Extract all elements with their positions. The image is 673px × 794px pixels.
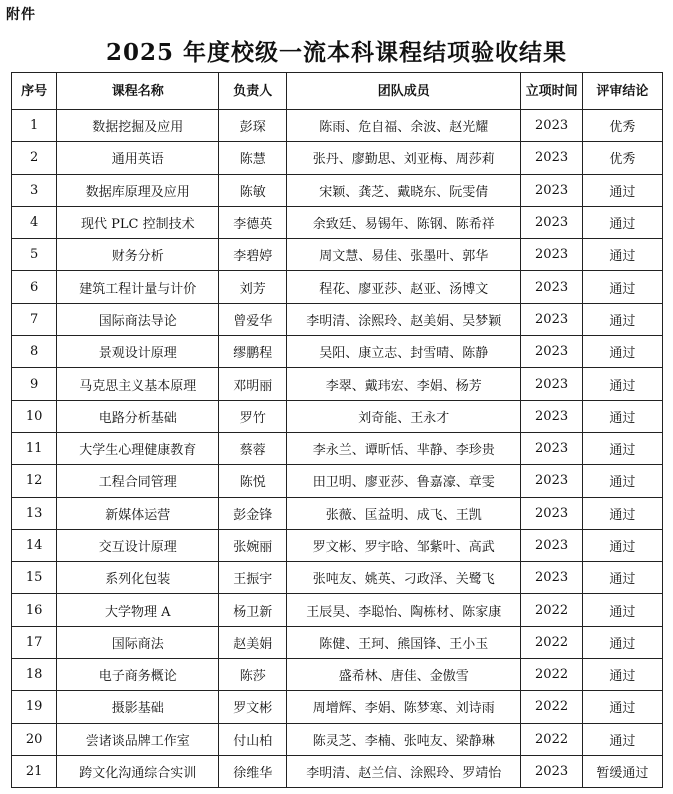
cell-year: 2023: [521, 206, 583, 238]
table-row: [12, 206, 663, 238]
cell-year: 2023: [521, 239, 583, 271]
cell-result: 优秀: [582, 110, 662, 142]
cell-year: 2023: [521, 110, 583, 142]
cell-seq: 9: [12, 368, 57, 400]
cell-course: 跨文化沟通综合实训: [57, 755, 219, 787]
cell-year: 2023: [521, 142, 583, 174]
cell-result: 通过: [582, 465, 662, 497]
cell-team: 刘奇能、王永才: [287, 400, 521, 432]
cell-course: 电子商务概论: [57, 659, 219, 691]
cell-course: 大学物理 A: [57, 594, 219, 626]
cell-result: 通过: [582, 239, 662, 271]
cell-course: 摄影基础: [57, 691, 219, 723]
header-team: 团队成员: [287, 73, 521, 110]
cell-lead: 彭金锋: [219, 497, 287, 529]
cell-lead: 缪鹏程: [219, 336, 287, 368]
cell-seq: 17: [12, 626, 57, 658]
cell-result: 通过: [582, 432, 662, 464]
cell-lead: 曾爱华: [219, 303, 287, 335]
cell-team: 程花、廖亚莎、赵亚、汤博文: [287, 271, 521, 303]
cell-team: 张薇、匡益明、成飞、王凯: [287, 497, 521, 529]
cell-seq: 3: [12, 174, 57, 206]
cell-year: 2023: [521, 755, 583, 787]
cell-team: 田卫明、廖亚莎、鲁嘉濠、章雯: [287, 465, 521, 497]
cell-lead: 蔡蓉: [219, 432, 287, 464]
cell-seq: 21: [12, 755, 57, 787]
cell-course: 现代 PLC 控制技术: [57, 206, 219, 238]
table-body: [12, 110, 663, 788]
table-row: [12, 368, 663, 400]
cell-year: 2023: [521, 465, 583, 497]
cell-course: 数据挖掘及应用: [57, 110, 219, 142]
cell-team: 陈灵芝、李楠、张吨友、梁静琳: [287, 723, 521, 755]
cell-course: 通用英语: [57, 142, 219, 174]
cell-lead: 杨卫新: [219, 594, 287, 626]
cell-course: 大学生心理健康教育: [57, 432, 219, 464]
cell-team: 罗文彬、罗宇晗、邹紫叶、高武: [287, 529, 521, 561]
cell-year: 2023: [521, 432, 583, 464]
cell-lead: 彭琛: [219, 110, 287, 142]
cell-year: 2023: [521, 400, 583, 432]
cell-result: 通过: [582, 691, 662, 723]
table-row: [12, 303, 663, 335]
cell-seq: 18: [12, 659, 57, 691]
table-row: [12, 691, 663, 723]
cell-seq: 7: [12, 303, 57, 335]
cell-team: 李永兰、谭昕恬、芈静、李珍贵: [287, 432, 521, 464]
table-row: [12, 239, 663, 271]
cell-year: 2022: [521, 691, 583, 723]
cell-team: 陈健、王珂、熊国锋、王小玉: [287, 626, 521, 658]
cell-lead: 赵美娟: [219, 626, 287, 658]
cell-course: 系列化包装: [57, 562, 219, 594]
cell-result: 通过: [582, 400, 662, 432]
cell-seq: 16: [12, 594, 57, 626]
table-row: [12, 400, 663, 432]
cell-course: 新媒体运营: [57, 497, 219, 529]
cell-team: 宋颖、龚芝、戴晓东、阮雯倩: [287, 174, 521, 206]
cell-year: 2023: [521, 303, 583, 335]
table-row: [12, 755, 663, 787]
table-header-row: [12, 73, 663, 110]
cell-result: 通过: [582, 529, 662, 561]
cell-course: 交互设计原理: [57, 529, 219, 561]
cell-seq: 4: [12, 206, 57, 238]
cell-course: 建筑工程计量与计价: [57, 271, 219, 303]
cell-year: 2023: [521, 497, 583, 529]
cell-result: 优秀: [582, 142, 662, 174]
cell-seq: 10: [12, 400, 57, 432]
table-row: [12, 626, 663, 658]
attachment-label: 附件: [6, 7, 36, 23]
cell-team: 王辰昊、李聪怡、陶栋材、陈家康: [287, 594, 521, 626]
cell-year: 2023: [521, 174, 583, 206]
cell-result: 通过: [582, 206, 662, 238]
cell-course: 数据库原理及应用: [57, 174, 219, 206]
cell-course: 电路分析基础: [57, 400, 219, 432]
cell-year: 2023: [521, 529, 583, 561]
cell-result: 通过: [582, 497, 662, 529]
cell-seq: 13: [12, 497, 57, 529]
cell-year: 2023: [521, 271, 583, 303]
cell-result: 通过: [582, 659, 662, 691]
cell-seq: 1: [12, 110, 57, 142]
cell-lead: 刘芳: [219, 271, 287, 303]
cell-lead: 李德英: [219, 206, 287, 238]
cell-course: 工程合同管理: [57, 465, 219, 497]
cell-result: 通过: [582, 368, 662, 400]
cell-team: 张丹、廖勤思、刘亚梅、周莎莉: [287, 142, 521, 174]
cell-seq: 2: [12, 142, 57, 174]
cell-lead: 陈悦: [219, 465, 287, 497]
cell-result: 暂缓通过: [582, 755, 662, 787]
table-row: [12, 174, 663, 206]
table-row: [12, 271, 663, 303]
table-row: [12, 142, 663, 174]
table-row: [12, 110, 663, 142]
cell-lead: 邓明丽: [219, 368, 287, 400]
cell-lead: 罗文彬: [219, 691, 287, 723]
cell-result: 通过: [582, 594, 662, 626]
cell-seq: 20: [12, 723, 57, 755]
cell-lead: 李碧婷: [219, 239, 287, 271]
table-row: [12, 723, 663, 755]
cell-seq: 5: [12, 239, 57, 271]
cell-seq: 12: [12, 465, 57, 497]
cell-team: 余致廷、易锡年、陈钢、陈希祥: [287, 206, 521, 238]
cell-team: 张吨友、姚英、刁政泽、关鹭飞: [287, 562, 521, 594]
cell-seq: 15: [12, 562, 57, 594]
cell-course: 财务分析: [57, 239, 219, 271]
cell-result: 通过: [582, 303, 662, 335]
cell-year: 2022: [521, 723, 583, 755]
header-year: 立项时间: [521, 73, 583, 110]
cell-team: 李翠、戴玮宏、李娟、杨芳: [287, 368, 521, 400]
result-table: [11, 72, 663, 788]
cell-course: 景观设计原理: [57, 336, 219, 368]
cell-lead: 张婉丽: [219, 529, 287, 561]
cell-team: 周文慧、易佳、张墨叶、郭华: [287, 239, 521, 271]
header-lead: 负责人: [219, 73, 287, 110]
cell-course: 尝诸谈品牌工作室: [57, 723, 219, 755]
cell-year: 2023: [521, 336, 583, 368]
cell-year: 2022: [521, 659, 583, 691]
header-result: 评审结论: [582, 73, 662, 110]
cell-year: 2023: [521, 368, 583, 400]
cell-team: 李明清、赵兰信、涂熙玲、罗靖怡: [287, 755, 521, 787]
table-row: [12, 529, 663, 561]
cell-lead: 陈敏: [219, 174, 287, 206]
cell-lead: 陈慧: [219, 142, 287, 174]
cell-seq: 6: [12, 271, 57, 303]
cell-result: 通过: [582, 626, 662, 658]
cell-lead: 陈莎: [219, 659, 287, 691]
table-row: [12, 594, 663, 626]
cell-result: 通过: [582, 723, 662, 755]
cell-seq: 19: [12, 691, 57, 723]
cell-result: 通过: [582, 562, 662, 594]
table-row: [12, 432, 663, 464]
cell-lead: 王振宇: [219, 562, 287, 594]
cell-course: 马克思主义基本原理: [57, 368, 219, 400]
cell-team: 吴阳、康立志、封雪晴、陈静: [287, 336, 521, 368]
header-seq: 序号: [12, 73, 57, 110]
cell-result: 通过: [582, 174, 662, 206]
table-row: [12, 336, 663, 368]
cell-team: 周增辉、李娟、陈梦寒、刘诗雨: [287, 691, 521, 723]
header-course: 课程名称: [57, 73, 219, 110]
cell-course: 国际商法: [57, 626, 219, 658]
cell-result: 通过: [582, 336, 662, 368]
table-row: [12, 562, 663, 594]
cell-team: 盛希林、唐佳、金傲雪: [287, 659, 521, 691]
cell-seq: 8: [12, 336, 57, 368]
document-title: 2025 年度校级一流本科课程结项验收结果: [105, 39, 568, 66]
cell-seq: 14: [12, 529, 57, 561]
cell-team: 陈雨、危自福、余波、赵光耀: [287, 110, 521, 142]
cell-result: 通过: [582, 271, 662, 303]
cell-lead: 付山柏: [219, 723, 287, 755]
cell-year: 2022: [521, 594, 583, 626]
cell-team: 李明清、涂熙玲、赵美娟、吴梦颖: [287, 303, 521, 335]
cell-year: 2023: [521, 562, 583, 594]
cell-course: 国际商法导论: [57, 303, 219, 335]
cell-year: 2022: [521, 626, 583, 658]
table-row: [12, 465, 663, 497]
table-row: [12, 659, 663, 691]
cell-seq: 11: [12, 432, 57, 464]
table-row: [12, 497, 663, 529]
cell-lead: 徐维华: [219, 755, 287, 787]
cell-lead: 罗竹: [219, 400, 287, 432]
